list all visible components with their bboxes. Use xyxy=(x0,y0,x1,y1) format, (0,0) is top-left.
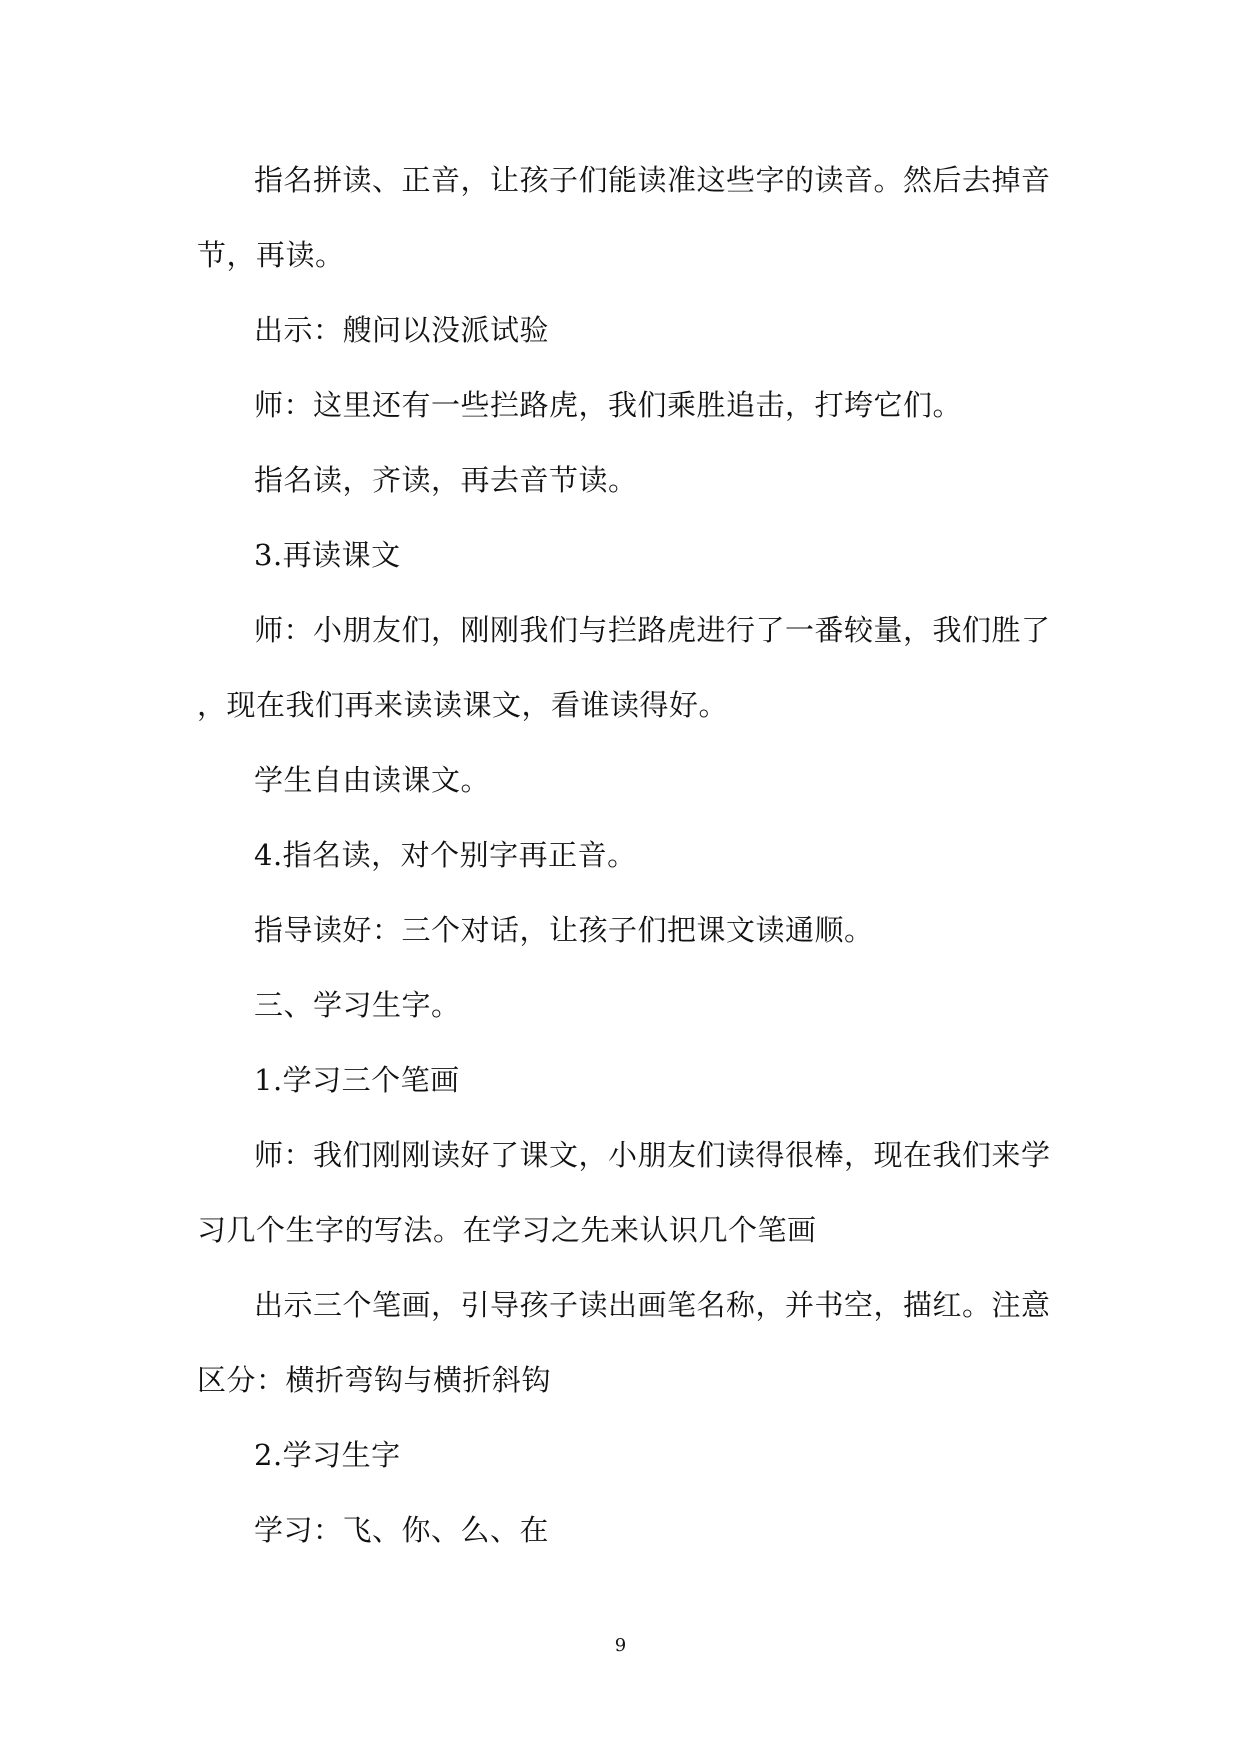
section-heading: 3.再读课文 xyxy=(254,538,401,572)
page-number: 9 xyxy=(614,1635,627,1656)
paragraph-line: 学习：飞、你、么、在 xyxy=(254,1513,550,1547)
paragraph-line: ，现在我们再来读读课文，看谁读得好。 xyxy=(197,688,729,722)
paragraph-line: 出示：艘问以没派试验 xyxy=(254,313,550,347)
paragraph-line: 指名拼读、正音，让孩子们能读准这些字的读音。然后去掉音 xyxy=(254,163,1051,197)
section-heading: 三、学习生字。 xyxy=(254,988,461,1022)
paragraph-line: 习几个生字的写法。在学习之先来认识几个笔画 xyxy=(197,1213,817,1247)
paragraph-line: 区分：横折弯钩与横折斜钩 xyxy=(197,1363,552,1397)
paragraph-line: 节，再读。 xyxy=(197,238,345,272)
paragraph-line: 师：这里还有一些拦路虎，我们乘胜追击，打垮它们。 xyxy=(254,388,963,422)
paragraph-line: 学生自由读课文。 xyxy=(254,763,491,797)
paragraph-line: 师：小朋友们，刚刚我们与拦路虎进行了一番较量，我们胜了 xyxy=(254,613,1051,647)
section-heading: 4.指名读，对个别字再正音。 xyxy=(254,838,637,872)
section-heading: 1.学习三个笔画 xyxy=(254,1063,460,1097)
paragraph-line: 指导读好：三个对话，让孩子们把课文读通顺。 xyxy=(254,913,874,947)
paragraph-line: 指名读，齐读，再去音节读。 xyxy=(254,463,638,497)
section-heading: 2.学习生字 xyxy=(254,1438,401,1472)
paragraph-line: 出示三个笔画，引导孩子读出画笔名称，并书空，描红。注意 xyxy=(254,1288,1051,1322)
paragraph-line: 师：我们刚刚读好了课文，小朋友们读得很棒，现在我们来学 xyxy=(254,1138,1051,1172)
